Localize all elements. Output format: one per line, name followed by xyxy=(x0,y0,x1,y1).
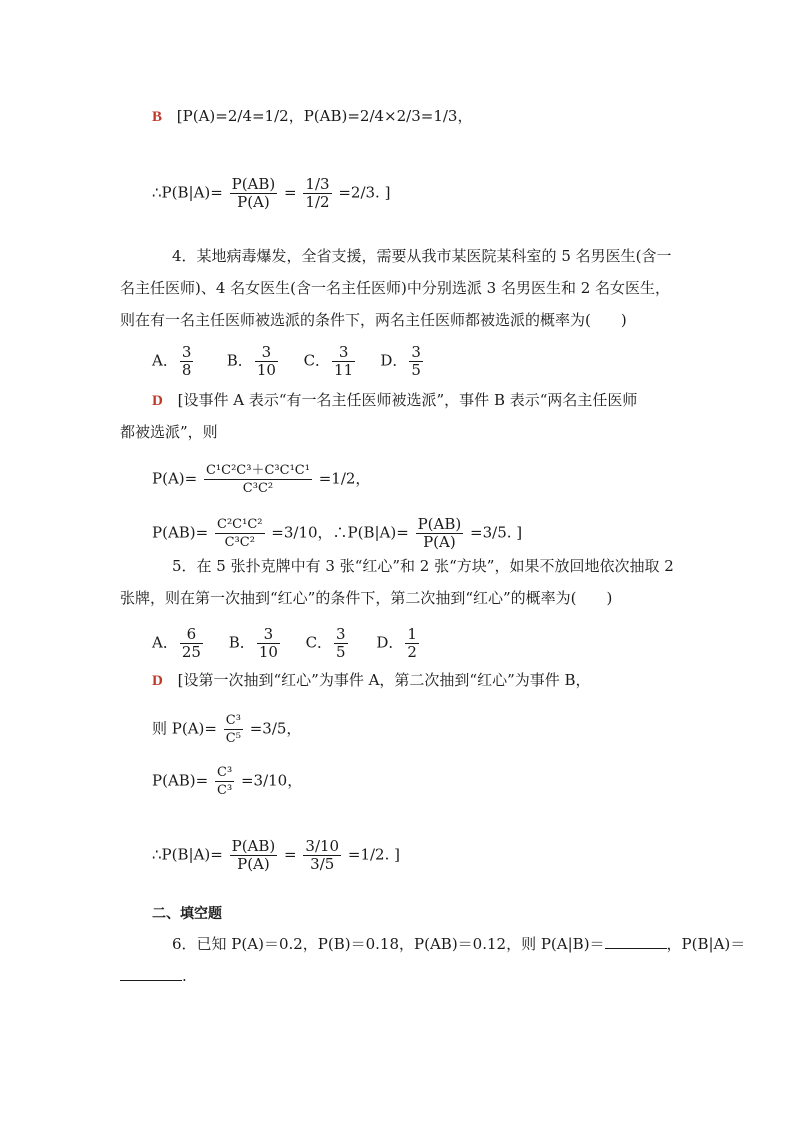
q4-pab-formula: P(AB)= $\frac{\text{C²C¹C²}}{\text{C³C²}}$ =3/10，∴P(B|A)= $\frac{P(AB)}{P(A)}$ =3/5. ] xyxy=(152,515,523,551)
q4-option-d: D． $\frac{3}{5}$ xyxy=(380,343,421,379)
q5-option-b: B． $\frac{3}{10}$ xyxy=(228,625,278,661)
q5-line1: 5．在 5 张扑克牌中有 3 张“红心”和 2 张“方块”，如果不放回地依次抽取 2 xyxy=(172,557,674,575)
q6-end: . xyxy=(182,967,187,985)
q5-pba-formula: ∴P(B|A)= $\frac{P(AB)}{P(A)}$ = $\frac{3/10}{3/5}$ =1/2. ] xyxy=(152,837,400,873)
q5-line2: 张牌，则在第一次抽到“红心”的条件下，第二次抽到“红心”的概率为( ) xyxy=(120,589,613,607)
q6-blank-1[interactable] xyxy=(605,934,667,949)
q4-solution-text: [设事件 A 表示“有一名主任医师被选派”，事件 B 表示“两名主任医师 xyxy=(177,391,638,409)
q4-line1: 4．某地病毒爆发，全省支援，需要从我市某医院某科室的 5 名男医生(含一 xyxy=(172,247,672,265)
answer-b-line2: ∴P(B|A)= $\frac{P(AB)}{P(A)}$ = $\frac{1/3}{1/2}$ =2/3. ] xyxy=(152,175,391,211)
answer-b-result: =2/3. ] xyxy=(338,183,391,202)
fraction-den: 1/2 xyxy=(305,193,330,211)
fraction-num: 1/3 xyxy=(305,175,330,193)
section-title: 二、填空题 xyxy=(152,906,222,922)
answer-b-prefix: ∴P(B|A)= xyxy=(152,183,223,202)
q4-option-a: A． $\frac{3}{8}$ xyxy=(152,343,192,379)
q5-pab-formula: P(AB)= $\frac{\text{C³}}{\text{C³}}$ =3/10， xyxy=(152,765,303,798)
q4-pa-formula: P(A)= $\frac{\text{C¹C²C³＋C³C¹C¹}}{\text{C³C²}}$ =1/2， xyxy=(152,463,371,496)
q5-option-d: D． $\frac{1}{2}$ xyxy=(376,625,417,661)
q4-solution-line2: 都被选派”，则 xyxy=(120,423,218,441)
q6-blank-2[interactable] xyxy=(120,966,182,981)
q6-line2 xyxy=(120,966,187,986)
q6-text: 6．已知 P(A)＝0.2，P(B)＝0.18，P(AB)＝0.12，则 P(A|B)＝ xyxy=(172,935,605,953)
q5-answer-letter: D xyxy=(152,673,163,689)
q4-option-b: B． $\frac{3}{10}$ xyxy=(226,343,276,379)
q4-option-c: C． $\frac{3}{11}$ xyxy=(303,343,354,379)
q4-answer-letter: D xyxy=(152,393,163,409)
answer-b-line1 xyxy=(152,106,472,127)
q4-options xyxy=(152,344,452,379)
q6-line xyxy=(172,934,745,954)
q5-options xyxy=(152,626,442,661)
fraction-num: P(AB) xyxy=(231,175,276,193)
q6-mid: ，P(B|A)＝ xyxy=(666,935,746,953)
q5-solution-line1 xyxy=(152,670,591,691)
q5-option-c: C． $\frac{3}{5}$ xyxy=(305,625,346,661)
fraction-den: P(A) xyxy=(237,193,270,211)
answer-b-text: [P(A)=2/4=1/2，P(AB)=2/4×2/3=1/3， xyxy=(176,107,473,125)
q5-pa-formula: 则 P(A)= $\frac{\text{C³}}{\text{C⁵}}$ =3/5， xyxy=(152,713,302,746)
q4-line3: 则在有一名主任医师被选派的条件下，两名主任医师都被选派的概率为( ) xyxy=(120,311,627,329)
answer-b-fraction xyxy=(230,176,278,211)
answer-b-nested-fraction xyxy=(303,176,331,211)
q5-solution-text: [设第一次抽到“红心”为事件 A，第二次抽到“红心”为事件 B， xyxy=(177,671,591,689)
q4-solution-line1 xyxy=(152,390,637,411)
answer-letter-b: B xyxy=(152,109,163,125)
q4-line2: 名主任医师)、4 名女医生(含一名主任医师)中分别选派 3 名男医生和 2 名女医生， xyxy=(120,279,671,297)
q5-option-a: A． $\frac{6}{25}$ xyxy=(152,625,201,661)
